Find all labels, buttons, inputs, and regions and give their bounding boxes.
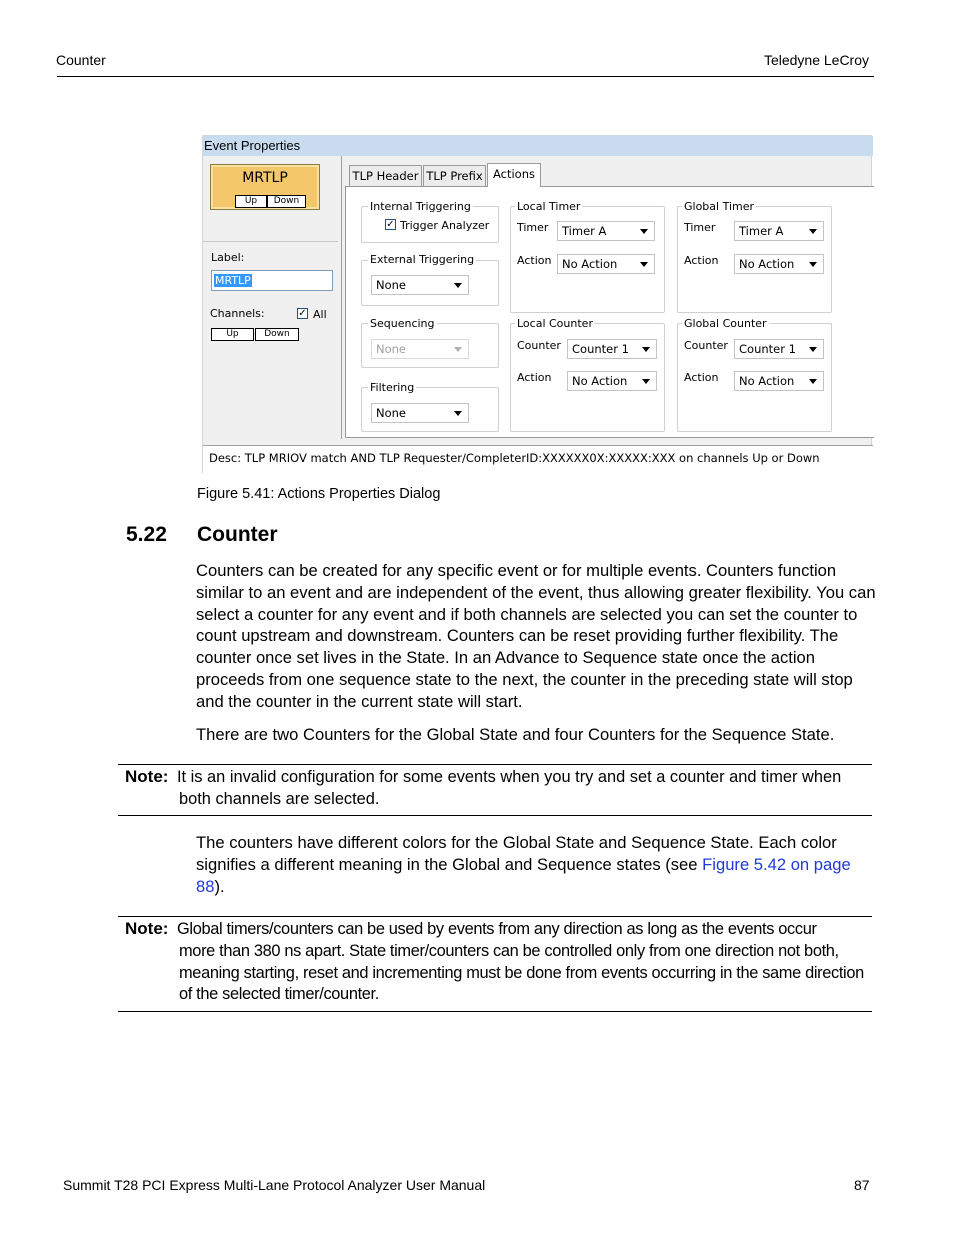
global-counter-select[interactable] — [734, 339, 824, 359]
sequencing-value: None — [376, 342, 407, 356]
global-counter-action-label: Action — [684, 371, 719, 384]
note2-label: Note: — [125, 919, 169, 938]
page-header-company: Teledyne LeCroy — [763, 52, 869, 68]
chevron-down-icon — [454, 283, 462, 288]
local-counter-action-label: Action — [517, 371, 552, 384]
tab-actions[interactable]: Actions — [487, 163, 541, 187]
note1-line1: It is an invalid configuration for some events when you try and set a counter and timer when — [177, 768, 842, 786]
channels-down-button[interactable]: Down — [255, 328, 299, 341]
note1-bottom-rule — [118, 815, 872, 816]
local-timer-value: Timer A — [562, 224, 607, 238]
tab-tlp-header[interactable]: TLP Header — [349, 165, 422, 186]
filtering-title: Filtering — [370, 381, 415, 394]
figure-caption: Figure 5.41: Actions Properties Dialog — [197, 486, 441, 502]
local-counter-title: Local Counter — [517, 317, 593, 330]
local-counter-value: Counter 1 — [572, 342, 629, 356]
note2-body: more than 380 ns apart. State timer/counters can be controlled only from one direction not both, meaning starting, reset and incrementing must be done from events occurring in the same direction of the selected timer/counter. — [179, 942, 864, 1004]
global-counter-value: Counter 1 — [739, 342, 796, 356]
label-input[interactable] — [211, 270, 333, 291]
note1-top-rule — [118, 764, 872, 765]
chevron-down-icon — [640, 262, 648, 267]
note2-bottom-rule — [118, 1011, 872, 1012]
internal-triggering-title: Internal Triggering — [370, 200, 471, 213]
global-counter-counter-label: Counter — [684, 339, 728, 352]
page-header-section: Counter — [56, 52, 106, 68]
paragraph-2: There are two Counters for the Global State and four Counters for the Sequence State. — [196, 725, 835, 744]
active-tab-gap — [488, 186, 540, 188]
chevron-down-icon — [809, 262, 817, 267]
footer-title: Summit T28 PCI Express Multi-Lane Protocol Analyzer User Manual — [63, 1177, 486, 1193]
event-name: MRTLP — [242, 170, 288, 186]
sequencing-select[interactable] — [371, 339, 469, 359]
tab-tlp-prefix[interactable]: TLP Prefix — [423, 165, 486, 186]
sequencing-title: Sequencing — [370, 317, 435, 330]
local-timer-action-value: No Action — [562, 257, 618, 271]
chevron-down-icon — [454, 347, 462, 352]
page-number: 87 — [854, 1177, 870, 1193]
local-timer-action-label: Action — [517, 254, 552, 267]
local-timer-action-select[interactable] — [557, 254, 655, 274]
paragraph-3-text: The counters have different colors for the Global State and Sequence State. Each color signifies a different meaning in the Global and Sequence states (see — [196, 833, 837, 874]
chevron-down-icon — [640, 229, 648, 234]
external-triggering-select[interactable] — [371, 275, 469, 295]
figure-5-42-link[interactable]: Figure 5.42 on page 88 — [196, 854, 851, 896]
global-counter-action-value: No Action — [739, 374, 795, 388]
channels-caption: Channels: — [210, 307, 265, 320]
global-timer-timer-label: Timer — [684, 221, 716, 234]
local-counter-counter-label: Counter — [517, 339, 561, 352]
event-down-button[interactable]: Down — [267, 195, 306, 208]
description-text: Desc: TLP MRIOV match AND TLP Requester/CompleterID:XXXXXX0X:XXXXX:XXX on channels Up or Down — [209, 451, 820, 465]
label-value: MRTLP — [215, 274, 251, 287]
chevron-down-icon — [809, 347, 817, 352]
dialog-title: Event Properties — [203, 136, 873, 156]
paragraph-1: Counters can be created for any specific event or for multiple events. Counters function similar to an event and are independent of the event, thus allowing greater flexibility. You can select a counter for any event and if both channels are selected you can set the counter to count upstream and downstream. Counters can be reset providing further flexibility. The counter once set lives in the State. In an Advance to Sequence state once the action proceeds from one sequence state to the next, the counter in the preceding state will stop and the counter in the current state will start. — [196, 561, 876, 711]
global-timer-value: Timer A — [739, 224, 784, 238]
channels-up-button[interactable]: Up — [211, 328, 254, 341]
chevron-down-icon — [454, 411, 462, 416]
section-number: 5.22 — [126, 523, 167, 546]
global-timer-action-value: No Action — [739, 257, 795, 271]
left-separator — [203, 241, 338, 242]
global-timer-title: Global Timer — [684, 200, 755, 213]
note1-label: Note: — [125, 767, 169, 786]
note2-line1: Global timers/counters can be used by events from any direction as long as the events occur — [177, 920, 817, 938]
chevron-down-icon — [809, 229, 817, 234]
global-timer-action-label: Action — [684, 254, 719, 267]
local-timer-select[interactable] — [557, 221, 655, 241]
global-counter-title: Global Counter — [684, 317, 767, 330]
global-timer-select[interactable] — [734, 221, 824, 241]
note1-line2: both channels are selected. — [179, 790, 380, 808]
chevron-down-icon — [642, 347, 650, 352]
external-triggering-title: External Triggering — [370, 253, 475, 266]
description-bar — [203, 445, 873, 474]
all-checkbox[interactable]: ✓ — [298, 308, 307, 319]
event-properties-dialog — [202, 135, 872, 473]
paragraph-3-after: ). — [214, 876, 225, 896]
external-triggering-value: None — [376, 278, 407, 292]
local-counter-action-select[interactable] — [567, 371, 657, 391]
trigger-analyzer-label: Trigger Analyzer — [400, 219, 490, 232]
header-rule — [57, 76, 874, 77]
global-counter-action-select[interactable] — [734, 371, 824, 391]
event-up-button[interactable]: Up — [235, 195, 267, 208]
chevron-down-icon — [642, 379, 650, 384]
note2-top-rule — [118, 916, 872, 917]
chevron-down-icon — [809, 379, 817, 384]
local-timer-timer-label: Timer — [517, 221, 549, 234]
filtering-select[interactable] — [371, 403, 469, 423]
local-counter-select[interactable] — [567, 339, 657, 359]
local-timer-title: Local Timer — [517, 200, 581, 213]
local-counter-action-value: No Action — [572, 374, 628, 388]
event-block[interactable] — [210, 164, 320, 210]
global-timer-action-select[interactable] — [734, 254, 824, 274]
trigger-analyzer-checkbox[interactable]: ✓ — [386, 219, 395, 230]
section-title: Counter — [197, 523, 278, 546]
paragraph-3 — [196, 832, 856, 897]
filtering-value: None — [376, 406, 407, 420]
label-caption: Label: — [211, 251, 245, 264]
all-label: All — [313, 308, 327, 321]
